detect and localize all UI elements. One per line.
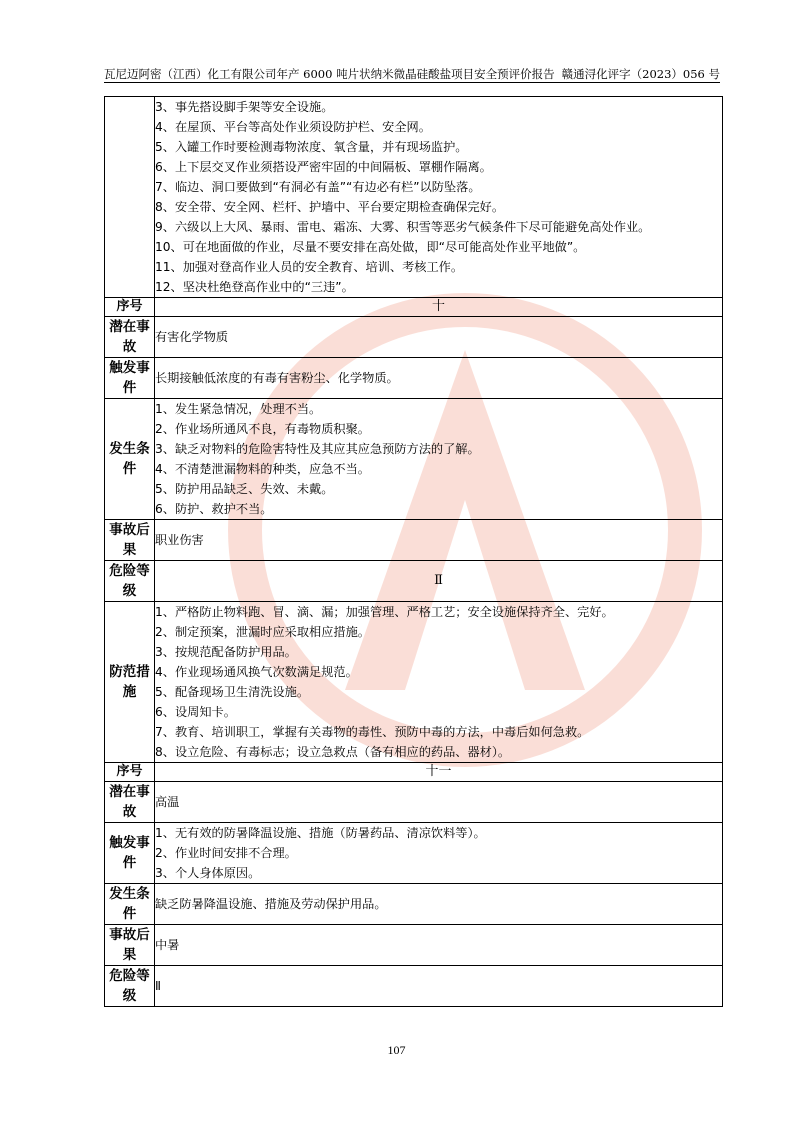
block10-accident-row xyxy=(105,317,723,358)
condition-label: 发生条件 xyxy=(105,399,155,520)
measure-line: 6、设周知卡。 xyxy=(155,705,236,719)
block11-level: Ⅱ xyxy=(155,966,723,1007)
block11-level-row xyxy=(105,966,723,1007)
measures-label: 防范措施 xyxy=(105,602,155,763)
consequence-label: 事故后果 xyxy=(105,520,155,561)
block11-consequence: 中暑 xyxy=(155,925,723,966)
condition-line: 4、不清楚泄漏物料的种类，应急不当。 xyxy=(155,462,370,476)
measure-line: 10、可在地面做的作业，尽量不要安排在高处做，即“尽可能高处作业平地做”。 xyxy=(155,240,586,254)
condition-label: 发生条件 xyxy=(105,884,155,925)
block11-number-row xyxy=(105,763,723,782)
level-label: 危险等级 xyxy=(105,966,155,1007)
measure-line: 1、严格防止物料跑、冒、滴、漏；加强管理、严格工艺；安全设施保持齐全、完好。 xyxy=(155,605,614,619)
block11-consequence-row xyxy=(105,925,723,966)
level-label: 危险等级 xyxy=(105,561,155,602)
measure-line: 4、在屋顶、平台等高处作业须设防护栏、安全网。 xyxy=(155,120,431,134)
hazard-analysis-table xyxy=(104,96,723,1007)
block10-consequence-row xyxy=(105,520,723,561)
accident-label: 潜在事故 xyxy=(105,782,155,823)
block10-number-row xyxy=(105,298,723,317)
condition-line: 2、作业场所通风不良，有毒物质积聚。 xyxy=(155,422,370,436)
measure-line: 12、坚决杜绝登高作业中的“三违”。 xyxy=(155,280,354,294)
page-header xyxy=(104,66,720,83)
measure-line: 4、作业现场通风换气次数满足规范。 xyxy=(155,665,358,679)
block10-accident: 有害化学物质 xyxy=(155,317,723,358)
condition-line: 6、防护、救护不当。 xyxy=(155,502,273,516)
seq-label: 序号 xyxy=(105,298,155,317)
continuation-label xyxy=(105,97,155,298)
block11-condition-row xyxy=(105,884,723,925)
block10-trigger-row xyxy=(105,358,723,399)
trigger-label: 触发事件 xyxy=(105,358,155,399)
measure-line: 9、六级以上大风、暴雨、雷电、霜冻、大雾、积雪等恶劣气候条件下尽可能避免高处作业。 xyxy=(155,220,651,234)
block10-condition-row xyxy=(105,399,723,520)
block10-consequence: 职业伤害 xyxy=(155,520,723,561)
block11-triggers xyxy=(155,823,723,884)
consequence-label: 事故后果 xyxy=(105,925,155,966)
block10-conditions xyxy=(155,399,723,520)
measure-line: 2、制定预案，泄漏时应采取相应措施。 xyxy=(155,625,370,639)
condition-line: 1、发生紧急情况，处理不当。 xyxy=(155,402,322,416)
continuation-measures xyxy=(155,97,723,298)
accident-label: 潜在事故 xyxy=(105,317,155,358)
page-number: 107 xyxy=(387,1043,406,1057)
condition-line: 5、防护用品缺乏、失效、未戴。 xyxy=(155,482,334,496)
measure-line: 8、设立危险、有毒标志；设立急救点（备有相应的药品、器材）。 xyxy=(155,745,511,759)
header-report-title: 瓦尼迈阿密（江西）化工有限公司年产 6000 吨片状纳米微晶硅酸盐项目安全预评价报告 xyxy=(104,67,555,81)
condition-line: 3、缺乏对物料的危险害特性及其应其应急预防方法的了解。 xyxy=(155,442,480,456)
block11-accident: 高温 xyxy=(155,782,723,823)
measure-line: 8、安全带、安全网、栏杆、护墙中、平台要定期检查确保完好。 xyxy=(155,200,505,214)
block11-condition: 缺乏防暑降温设施、措施及劳动保护用品。 xyxy=(155,884,723,925)
block10-level-row xyxy=(105,561,723,602)
trigger-line: 3、个人身体原因。 xyxy=(155,866,261,880)
measure-line: 3、事先搭设脚手架等安全设施。 xyxy=(155,100,334,114)
measure-line: 11、加强对登高作业人员的安全教育、培训、考核工作。 xyxy=(155,260,464,274)
measure-line: 7、教育、培训职工，掌握有关毒物的毒性、预防中毒的方法，中毒后如何急救。 xyxy=(155,725,590,739)
block11-number: 十一 xyxy=(155,763,723,782)
continuation-row xyxy=(105,97,723,298)
block10-measures-row xyxy=(105,602,723,763)
block11-trigger-row xyxy=(105,823,723,884)
block10-measures xyxy=(155,602,723,763)
block10-level: Ⅱ xyxy=(155,561,723,602)
measure-line: 5、配备现场卫生清洗设施。 xyxy=(155,685,310,699)
header-doc-number: 赣通浔化评字（2023）056 号 xyxy=(561,67,720,81)
block10-number: 十 xyxy=(155,298,723,317)
measure-line: 5、入罐工作时要检测毒物浓度、氧含量，并有现场监护。 xyxy=(155,140,468,154)
trigger-line: 2、作业时间安排不合理。 xyxy=(155,846,297,860)
trigger-line: 1、无有效的防暑降温设施、措施（防暑药品、清凉饮料等）。 xyxy=(155,826,486,840)
measure-line: 3、按规范配备防护用品。 xyxy=(155,645,297,659)
block10-trigger: 长期接触低浓度的有毒有害粉尘、化学物质。 xyxy=(155,358,723,399)
measure-line: 7、临边、洞口要做到“有洞必有盖”“有边必有栏”以防坠落。 xyxy=(155,180,481,194)
block11-accident-row xyxy=(105,782,723,823)
measure-line: 6、上下层交叉作业须搭设严密牢固的中间隔板、罩棚作隔离。 xyxy=(155,160,492,174)
trigger-label: 触发事件 xyxy=(105,823,155,884)
seq-label: 序号 xyxy=(105,763,155,782)
